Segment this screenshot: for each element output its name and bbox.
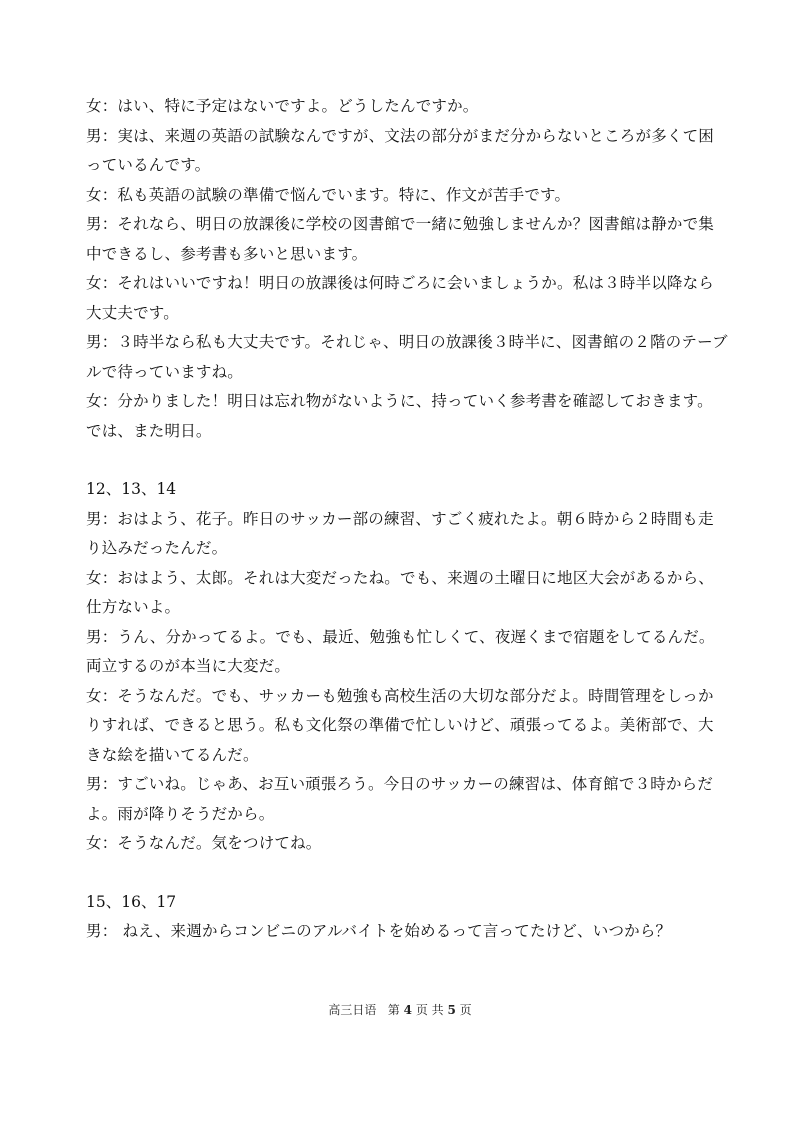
text-line: 女：はい、特に予定はないですよ。どうしたんですか。 xyxy=(86,97,479,115)
text-line: 女：分かりました！明日は忘れ物がないように、持っていく参考書を確認しておきます。 xyxy=(86,392,713,410)
text-line: 女：そうなんだ。でも、サッカーも勉強も高校生活の大切な部分だよ。時間管理をしっか xyxy=(86,686,714,705)
text-line: 両立するのが本当に大変だ。 xyxy=(86,657,291,675)
footer-page-total: 5 xyxy=(447,1003,456,1017)
dialogue-section-2 xyxy=(86,475,726,859)
section-gap xyxy=(86,446,726,475)
text-line: よ。雨が降りそうだから。 xyxy=(86,804,275,823)
dialogue-section-1 xyxy=(86,92,726,446)
footer-page-suffix: 页 xyxy=(459,1003,472,1017)
text-line: きな絵を描いてるんだ。 xyxy=(86,745,259,764)
footer-page-prefix: 第 xyxy=(387,1003,400,1017)
text-line: 男：実は、来週の英語の試験なんですが、文法の部分がまだ分からないところが多くて困 xyxy=(86,126,715,145)
text-line: 大丈夫です。 xyxy=(86,303,179,322)
text-line: り込みだったんだ。 xyxy=(86,539,228,557)
text-line: 男： ねえ、来週からコンビニのアルバイトを始めるって言ってたけど、いつから？ xyxy=(86,922,672,940)
footer-subject: 高三日语 xyxy=(328,1003,377,1017)
text-line: 女：そうなんだ。気をつけてね。 xyxy=(86,834,322,852)
footer-page-mid: 页 共 xyxy=(415,1003,444,1017)
section-gap xyxy=(86,859,726,888)
text-line: 中できるし、参考書も多いと思います。 xyxy=(86,244,368,263)
footer-page-number: 4 xyxy=(403,1003,412,1017)
document-body xyxy=(86,92,726,947)
text-line: 仕方ないよ。 xyxy=(86,598,181,616)
text-line: 男：すごいね。じゃあ、お互い頑張ろう。今日のサッカーの練習は、体育館で３時からだ xyxy=(86,775,714,793)
text-line: 男：うん、分かってるよ。でも、最近、勉強も忙しくて、夜遅くまで宿題をしてるんだ。 xyxy=(86,627,715,646)
page-footer xyxy=(0,1002,800,1018)
text-line: 男：それなら、明日の放課後に学校の図書館で一緒に勉強しませんか？図書館は静かで集 xyxy=(86,215,715,233)
text-line: 女：私も英語の試験の準備で悩んでいます。特に、作文が苦手です。 xyxy=(86,185,571,204)
text-line: ルで待っていますね。 xyxy=(86,362,244,381)
text-line: っているんです。 xyxy=(86,156,211,174)
question-number-heading: 15、16、17 xyxy=(86,892,177,911)
text-line: 女：おはよう、太郎。それは大変だったね。でも、来週の土曜日に地区大会があるから、 xyxy=(86,568,715,587)
text-line: 男：３時半なら私も大丈夫です。それじゃ、明日の放課後３時半に、図書館の２階のテーブ xyxy=(86,333,728,351)
text-line: 男：おはよう、花子。昨日のサッカー部の練習、すごく疲れたよ。朝６時から２時間も走 xyxy=(86,509,714,528)
dialogue-section-3 xyxy=(86,888,726,947)
text-line: りすれば、できると思う。私も文化祭の準備で忙しいけど、頑張ってるよ。美術部で、大 xyxy=(86,716,714,734)
question-number-heading: 12、13、14 xyxy=(86,480,177,498)
text-line: では、また明日。 xyxy=(86,421,212,440)
text-line: 女：それはいいですね！明日の放課後は何時ごろに会いましょうか。私は３時半以降なら xyxy=(86,274,715,292)
